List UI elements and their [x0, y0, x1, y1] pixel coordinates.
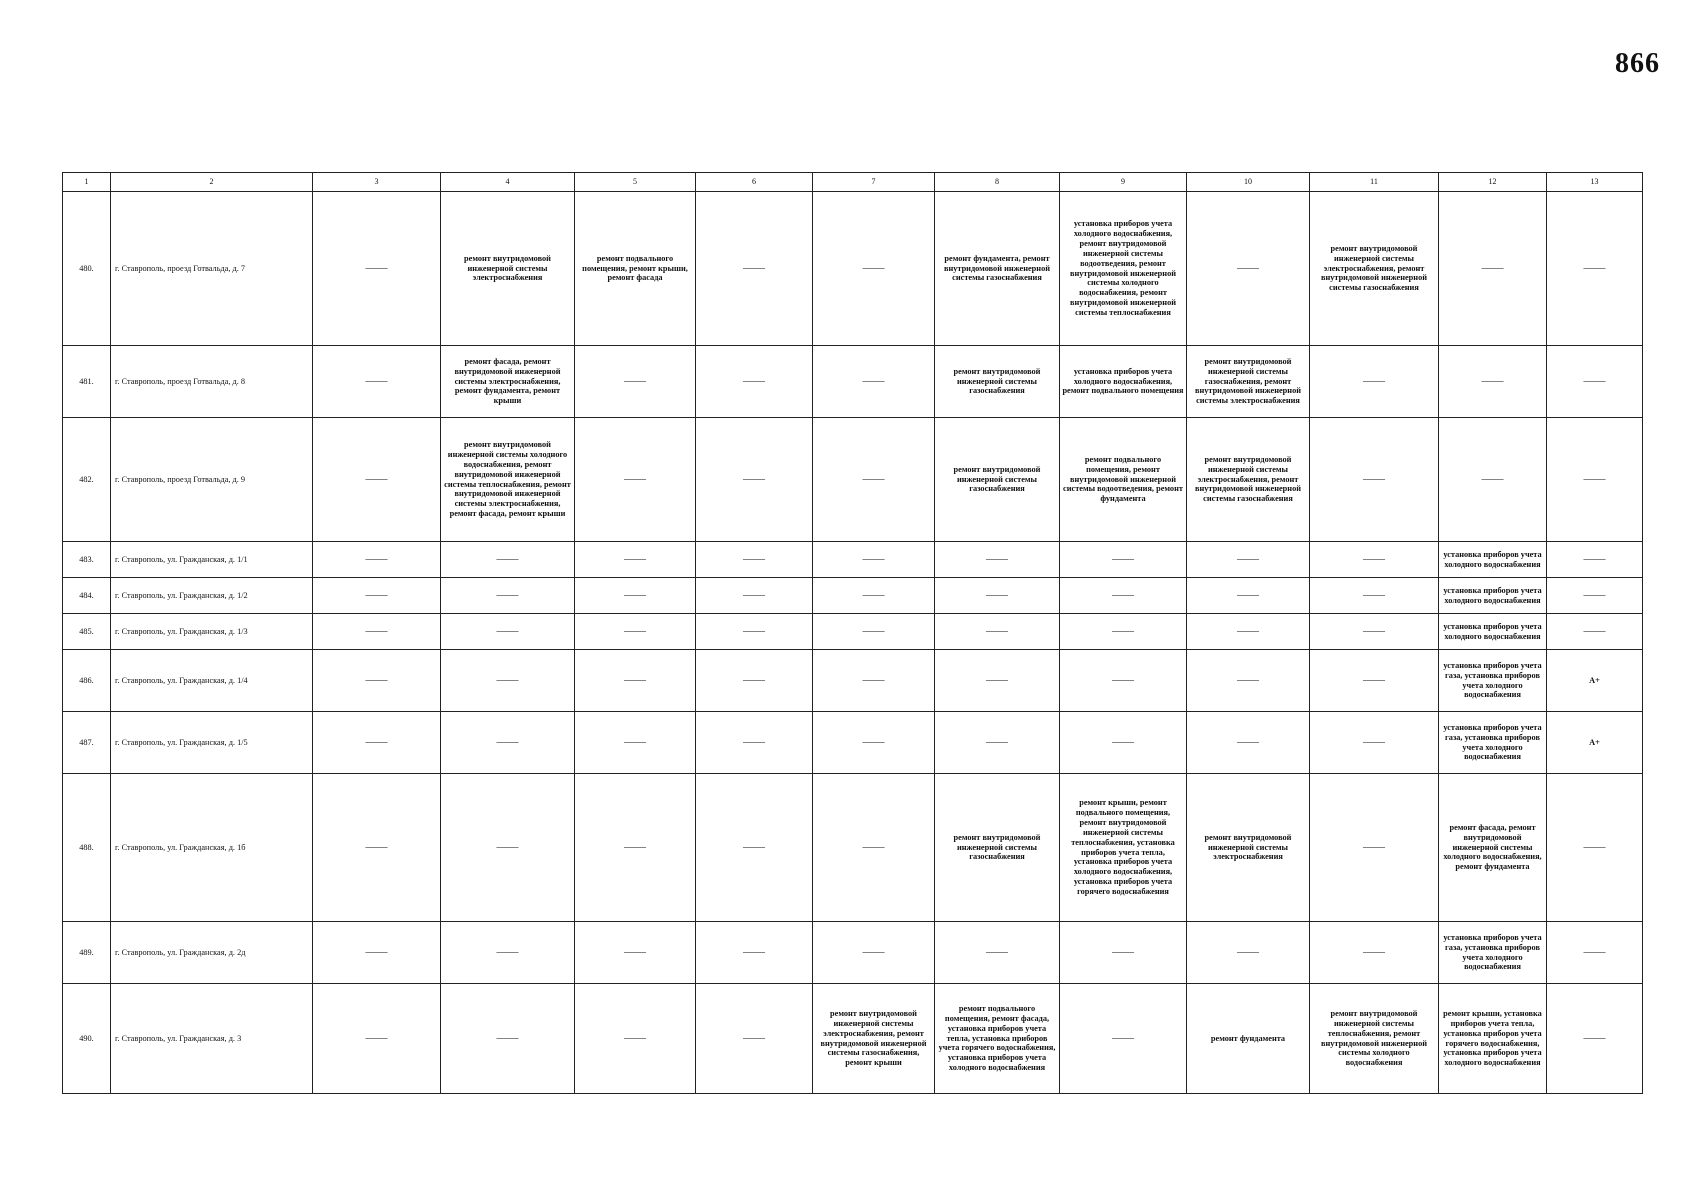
table-cell: —— — [696, 578, 813, 614]
table-cell: —— — [813, 542, 935, 578]
table-cell: установка приборов учета холодного водоснабжения — [1439, 614, 1547, 650]
address-cell: г. Ставрополь, ул. Гражданская, д. 1б — [111, 774, 313, 922]
table-cell: ремонт крыши, установка приборов учета тепла, установка приборов учета горячего водоснабжения, установка приборов учета холодного водоснабжения — [1439, 984, 1547, 1094]
table-cell: —— — [441, 614, 575, 650]
column-header: 5 — [575, 173, 696, 192]
table-row — [63, 614, 1643, 650]
column-header: 2 — [111, 173, 313, 192]
table-cell: —— — [813, 650, 935, 712]
table-cell: —— — [696, 418, 813, 542]
column-header: 3 — [313, 173, 441, 192]
table-cell: А+ — [1547, 712, 1643, 774]
table-cell: —— — [313, 774, 441, 922]
table-cell: —— — [1547, 614, 1643, 650]
table-cell: ремонт внутридомовой инженерной системы газоснабжения — [935, 418, 1060, 542]
table-cell: —— — [1547, 774, 1643, 922]
table-cell: —— — [313, 418, 441, 542]
table-cell: —— — [575, 774, 696, 922]
address-cell: г. Ставрополь, ул. Гражданская, д. 1/3 — [111, 614, 313, 650]
address-cell: г. Ставрополь, ул. Гражданская, д. 1/1 — [111, 542, 313, 578]
table-cell: —— — [1187, 578, 1310, 614]
table-cell: —— — [1310, 614, 1439, 650]
table-cell: —— — [441, 578, 575, 614]
table-cell: —— — [575, 922, 696, 984]
address-cell: г. Ставрополь, ул. Гражданская, д. 1/4 — [111, 650, 313, 712]
column-header: 4 — [441, 173, 575, 192]
table-cell: —— — [313, 614, 441, 650]
table-cell: —— — [813, 192, 935, 346]
table-cell: —— — [575, 984, 696, 1094]
table-cell: —— — [813, 712, 935, 774]
table-cell: —— — [1547, 192, 1643, 346]
column-header: 6 — [696, 173, 813, 192]
address-cell: г. Ставрополь, проезд Готвальда, д. 7 — [111, 192, 313, 346]
table-cell: —— — [935, 578, 1060, 614]
row-number: 483. — [63, 542, 111, 578]
table-cell: —— — [935, 712, 1060, 774]
table-row — [63, 418, 1643, 542]
table-cell: установка приборов учета газа, установка приборов учета холодного водоснабжения — [1439, 650, 1547, 712]
table-cell: —— — [313, 712, 441, 774]
table-cell: —— — [575, 650, 696, 712]
table-cell: —— — [696, 614, 813, 650]
table-cell: ремонт внутридомовой инженерной системы газоснабжения — [935, 346, 1060, 418]
table-cell: установка приборов учета газа, установка приборов учета холодного водоснабжения — [1439, 712, 1547, 774]
table-cell: —— — [441, 774, 575, 922]
table-cell: ремонт фундамента — [1187, 984, 1310, 1094]
address-cell: г. Ставрополь, ул. Гражданская, д. 1/2 — [111, 578, 313, 614]
table-cell: —— — [575, 346, 696, 418]
table-cell: —— — [313, 542, 441, 578]
table-cell: —— — [935, 922, 1060, 984]
table-row — [63, 578, 1643, 614]
table-cell: —— — [1547, 578, 1643, 614]
table-row — [63, 650, 1643, 712]
table-cell: —— — [813, 774, 935, 922]
table-cell: —— — [441, 922, 575, 984]
row-number: 484. — [63, 578, 111, 614]
table-cell: —— — [935, 650, 1060, 712]
table-cell: ремонт внутридомовой инженерной системы электроснабжения, ремонт внутридомовой инженерной системы газоснабжения — [1187, 418, 1310, 542]
table-row — [63, 984, 1643, 1094]
table-row — [63, 542, 1643, 578]
table-cell: —— — [696, 192, 813, 346]
table-cell: ремонт подвального помещения, ремонт внутридомовой инженерной системы водоотведения, ремонт фундамента — [1060, 418, 1187, 542]
table-cell: —— — [1547, 346, 1643, 418]
table-cell: —— — [1547, 922, 1643, 984]
table-cell: ремонт внутридомовой инженерной системы холодного водоснабжения, ремонт внутридомовой инженерной системы теплоснабжения, ремонт внутридомовой инженерной системы электроснабжения, ремонт фасада, ремонт крыши — [441, 418, 575, 542]
table-cell: —— — [1060, 922, 1187, 984]
table-row — [63, 774, 1643, 922]
table-cell: ремонт внутридомовой инженерной системы электроснабжения, ремонт внутридомовой инженерной системы газоснабжения — [1310, 192, 1439, 346]
table-cell: —— — [1060, 984, 1187, 1094]
table-cell: —— — [575, 578, 696, 614]
table-cell: —— — [1310, 650, 1439, 712]
table-cell: —— — [935, 614, 1060, 650]
table-cell: —— — [1060, 650, 1187, 712]
row-number: 486. — [63, 650, 111, 712]
table-cell: —— — [1310, 712, 1439, 774]
table-cell: —— — [1439, 418, 1547, 542]
table-cell: —— — [575, 614, 696, 650]
table-row — [63, 922, 1643, 984]
table-cell: —— — [1310, 578, 1439, 614]
table-cell: —— — [813, 578, 935, 614]
address-cell: г. Ставрополь, ул. Гражданская, д. 1/5 — [111, 712, 313, 774]
table-cell: —— — [1060, 542, 1187, 578]
table-cell: ремонт подвального помещения, ремонт фасада, установка приборов учета тепла, установка приборов учета горячего водоснабжения, установка приборов учета холодного водоснабжения — [935, 984, 1060, 1094]
row-number: 482. — [63, 418, 111, 542]
table-cell: —— — [441, 712, 575, 774]
table-cell: —— — [1187, 614, 1310, 650]
table-cell: —— — [313, 578, 441, 614]
table-cell: —— — [813, 418, 935, 542]
table-cell: —— — [1310, 774, 1439, 922]
table-cell: —— — [813, 614, 935, 650]
table-cell: —— — [1187, 192, 1310, 346]
table-cell: ремонт крыши, ремонт подвального помещения, ремонт внутридомовой инженерной системы теплоснабжения, установка приборов учета тепла, установка приборов учета холодного водоснабжения, установка приборов учета горячего водоснабжения — [1060, 774, 1187, 922]
table-header-row — [63, 173, 1643, 192]
table-cell: —— — [575, 542, 696, 578]
table-cell: —— — [1060, 712, 1187, 774]
row-number: 489. — [63, 922, 111, 984]
table-cell: ремонт фундамента, ремонт внутридомовой инженерной системы газоснабжения — [935, 192, 1060, 346]
table-cell: —— — [313, 650, 441, 712]
table-cell: —— — [1187, 650, 1310, 712]
column-header: 1 — [63, 173, 111, 192]
address-cell: г. Ставрополь, ул. Гражданская, д. 2д — [111, 922, 313, 984]
table-cell: установка приборов учета холодного водоснабжения — [1439, 542, 1547, 578]
row-number: 480. — [63, 192, 111, 346]
table-cell: —— — [1439, 346, 1547, 418]
table-cell: ремонт внутридомовой инженерной системы газоснабжения, ремонт внутридомовой инженерной системы электроснабжения — [1187, 346, 1310, 418]
column-header: 9 — [1060, 173, 1187, 192]
table-row — [63, 192, 1643, 346]
table-cell: —— — [696, 346, 813, 418]
row-number: 481. — [63, 346, 111, 418]
table-cell: установка приборов учета холодного водоснабжения — [1439, 578, 1547, 614]
table-cell: —— — [1310, 418, 1439, 542]
table-cell: —— — [1187, 712, 1310, 774]
table-cell: —— — [696, 922, 813, 984]
table-cell: —— — [1060, 578, 1187, 614]
table-cell: —— — [575, 712, 696, 774]
table-cell: —— — [696, 650, 813, 712]
table-cell: —— — [935, 542, 1060, 578]
table-cell: —— — [1439, 192, 1547, 346]
table-cell: —— — [1547, 418, 1643, 542]
table-cell: А+ — [1547, 650, 1643, 712]
table-cell: —— — [441, 650, 575, 712]
table-cell: ремонт фасада, ремонт внутридомовой инженерной системы электроснабжения, ремонт фундамента, ремонт крыши — [441, 346, 575, 418]
table-cell: —— — [696, 774, 813, 922]
table-cell: ремонт подвального помещения, ремонт крыши, ремонт фасада — [575, 192, 696, 346]
column-header: 13 — [1547, 173, 1643, 192]
table-cell: установка приборов учета газа, установка приборов учета холодного водоснабжения — [1439, 922, 1547, 984]
table-cell: —— — [575, 418, 696, 542]
column-header: 10 — [1187, 173, 1310, 192]
table-cell: ремонт фасада, ремонт внутридомовой инженерной системы холодного водоснабжения, ремонт фундамента — [1439, 774, 1547, 922]
table-cell: —— — [1547, 542, 1643, 578]
table-cell: —— — [696, 542, 813, 578]
row-number: 485. — [63, 614, 111, 650]
table-cell: —— — [1187, 542, 1310, 578]
table-cell: —— — [313, 922, 441, 984]
table-cell: —— — [441, 984, 575, 1094]
table-cell: —— — [1187, 922, 1310, 984]
table-cell: установка приборов учета холодного водоснабжения, ремонт подвального помещения — [1060, 346, 1187, 418]
address-cell: г. Ставрополь, проезд Готвальда, д. 9 — [111, 418, 313, 542]
table-cell: ремонт внутридомовой инженерной системы электроснабжения — [441, 192, 575, 346]
table-cell: установка приборов учета холодного водоснабжения, ремонт внутридомовой инженерной системы водоотведения, ремонт внутридомовой инженерной системы холодного водоснабжения, ремонт внутридомовой инженерной системы теплоснабжения — [1060, 192, 1187, 346]
address-cell: г. Ставрополь, ул. Гражданская, д. 3 — [111, 984, 313, 1094]
column-header: 8 — [935, 173, 1060, 192]
table-cell: ремонт внутридомовой инженерной системы электроснабжения — [1187, 774, 1310, 922]
row-number: 487. — [63, 712, 111, 774]
table-cell: —— — [313, 984, 441, 1094]
table-cell: —— — [813, 346, 935, 418]
table-cell: —— — [1310, 346, 1439, 418]
column-header: 12 — [1439, 173, 1547, 192]
repair-schedule-table — [62, 172, 1643, 1094]
row-number: 488. — [63, 774, 111, 922]
table-cell: —— — [313, 192, 441, 346]
address-cell: г. Ставрополь, проезд Готвальда, д. 8 — [111, 346, 313, 418]
row-number: 490. — [63, 984, 111, 1094]
column-header: 11 — [1310, 173, 1439, 192]
table-row — [63, 712, 1643, 774]
table-cell: —— — [696, 712, 813, 774]
page-number: 866 — [1615, 48, 1660, 79]
table-cell: —— — [1310, 922, 1439, 984]
table-cell: —— — [696, 984, 813, 1094]
table-cell: —— — [1060, 614, 1187, 650]
table-cell: —— — [313, 346, 441, 418]
table-cell: —— — [441, 542, 575, 578]
table-cell: ремонт внутридомовой инженерной системы электроснабжения, ремонт внутридомовой инженерной системы газоснабжения, ремонт крыши — [813, 984, 935, 1094]
table-cell: —— — [1547, 984, 1643, 1094]
table-cell: —— — [1310, 542, 1439, 578]
column-header: 7 — [813, 173, 935, 192]
table-cell: ремонт внутридомовой инженерной системы газоснабжения — [935, 774, 1060, 922]
table-cell: —— — [813, 922, 935, 984]
table-row — [63, 346, 1643, 418]
table-cell: ремонт внутридомовой инженерной системы теплоснабжения, ремонт внутридомовой инженерной системы холодного водоснабжения — [1310, 984, 1439, 1094]
